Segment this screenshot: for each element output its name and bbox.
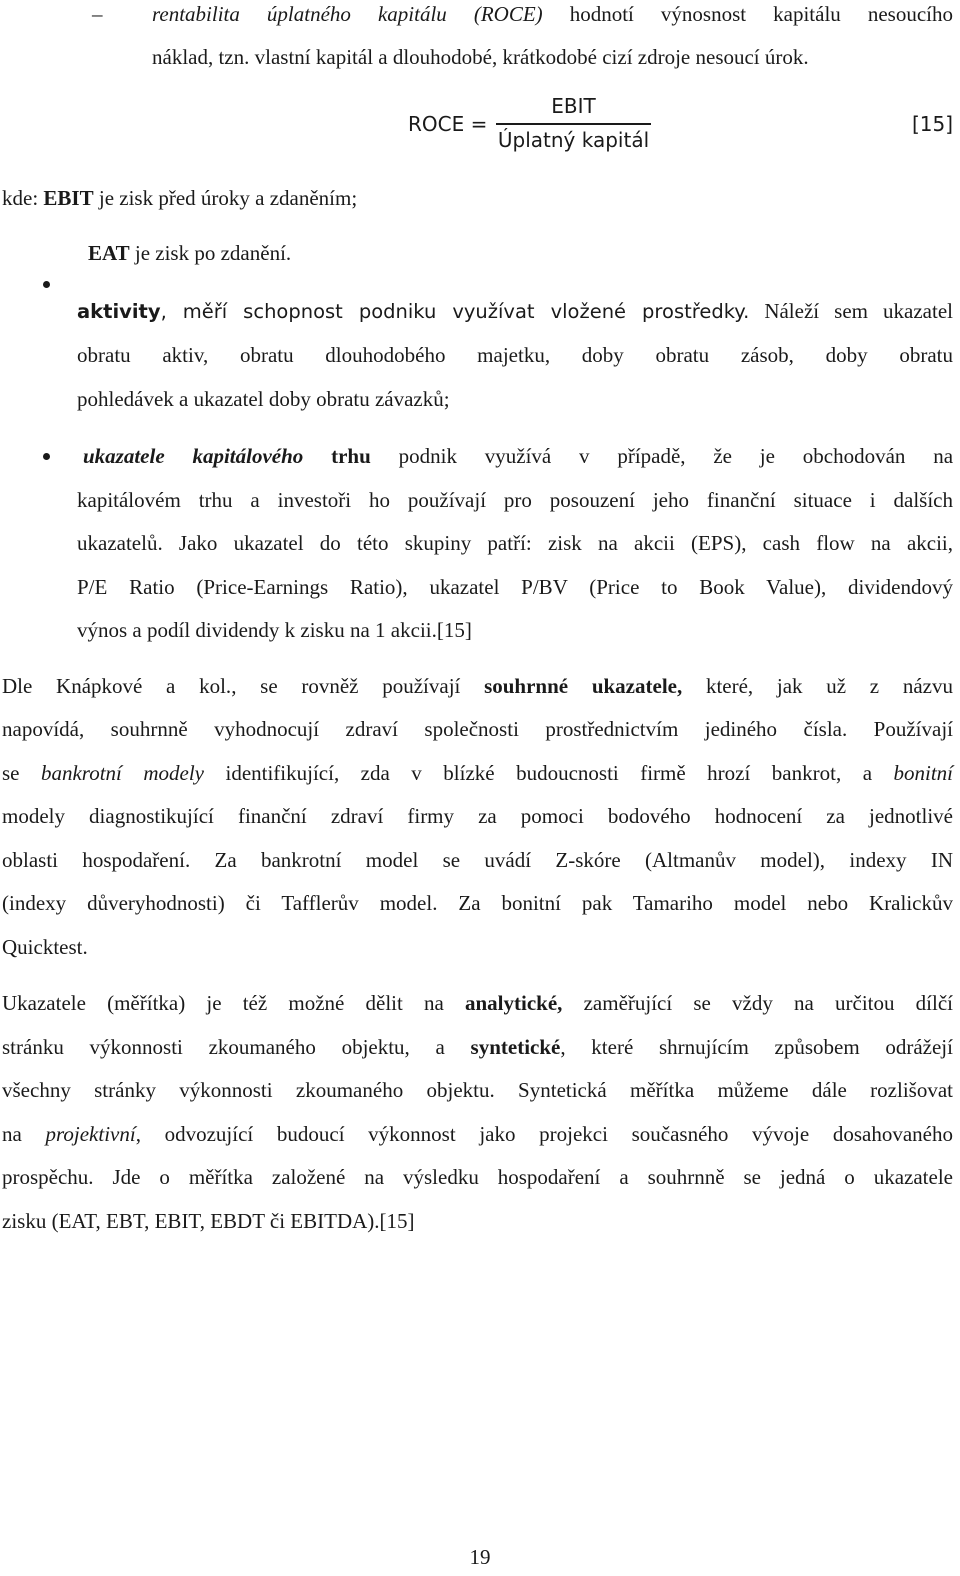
bullet-trhu-line-1 bbox=[83, 443, 953, 469]
definition-ebit bbox=[2, 185, 357, 211]
analyticke-term: analytické, bbox=[465, 991, 563, 1015]
souhrnne-ukazatele-term: souhrnné ukazatele, bbox=[484, 674, 683, 698]
paragraph-1-line-7: Quicktest. bbox=[2, 935, 88, 959]
text-span: , které shrnujícím způsobem odrážejí bbox=[560, 1035, 953, 1059]
dash-item-line-1 bbox=[152, 1, 953, 27]
text-span: které, jak už z názvu bbox=[682, 674, 953, 698]
text-span: Dle Knápkové a kol. bbox=[2, 674, 232, 698]
text-span: se bbox=[2, 761, 41, 785]
ebit-term: EBIT bbox=[43, 186, 94, 210]
definition-eat bbox=[88, 240, 291, 266]
text-span: na bbox=[2, 1122, 46, 1146]
text-span: , měří schopnost podniku využívat vložené prostředky. bbox=[160, 300, 750, 323]
text-span: identifikující, zda v blízké budoucnosti firmě hrozí bankrot, a bbox=[204, 761, 894, 785]
text-span: Náleží sem ukazatel bbox=[749, 299, 953, 323]
bullet-icon bbox=[39, 271, 53, 297]
formula-fraction bbox=[496, 94, 651, 152]
page-number: 19 bbox=[469, 1545, 491, 1569]
paragraph-2-line-4 bbox=[2, 1121, 953, 1147]
bullet-trhu-line-2: kapitálovém trhu a investoři ho používají pro posouzení jeho finanční situace i dalších bbox=[77, 488, 953, 512]
formula-denominator: Úplatný kapitál bbox=[497, 127, 650, 152]
bullet-icon bbox=[39, 443, 53, 469]
paragraph-1-line-2: napovídá, souhrnně vyhodnocují zdraví společnosti prostřednictvím jediného čísla. Používají bbox=[2, 717, 953, 741]
paragraph-1-line-6: (indexy důveryhodnosti) či Tafflerův model. Za bonitní pak Tamariho model nebo Kralickův bbox=[2, 891, 953, 915]
text-span: je zisk po zdanění. bbox=[129, 241, 292, 265]
trhu-term: trhu bbox=[331, 444, 371, 468]
paragraph-2-line-1 bbox=[2, 990, 953, 1016]
formula-lhs: ROCE = bbox=[408, 112, 488, 136]
paragraph-1-line-4: modely diagnostikující finanční zdraví firmy za pomoci bodového hodnocení za jednotlivé bbox=[2, 804, 953, 828]
bullet-trhu-line-4: P/E Ratio (Price-Earnings Ratio), ukazatel P/BV (Price to Book Value), dividendový bbox=[77, 575, 953, 599]
aktivity-term: aktivity bbox=[77, 300, 161, 323]
bonitni-term: bonitní bbox=[893, 761, 954, 785]
eat-term: EAT bbox=[88, 241, 130, 265]
equation-reference: [15] bbox=[911, 112, 953, 136]
paragraph-1-line-5: oblasti hospodaření. Za bankrotní model se uvádí Z-skóre (Altmanův model), indexy IN bbox=[2, 848, 953, 872]
paragraph-1-line-3 bbox=[2, 760, 953, 786]
text-span: hodnotí výnosnost kapitálu nesoucího bbox=[542, 2, 953, 26]
roce-formula bbox=[400, 90, 660, 160]
bullet-dot bbox=[43, 453, 50, 460]
projektivni-term: projektivní bbox=[45, 1122, 136, 1146]
kapitalovy-trh-term: ukazatele kapitálového bbox=[83, 444, 304, 468]
bankrotni-modely-term: bankrotní modely bbox=[40, 761, 204, 785]
text-span: stránku výkonnosti zkoumaného objektu, a bbox=[2, 1035, 471, 1059]
bullet-trhu-line-5: výnos a podíl dividendy k zisku na 1 akcii.[15] bbox=[77, 618, 472, 642]
synteticke-term: syntetické bbox=[470, 1035, 561, 1059]
bullet-trhu-line-3: ukazatelů. Jako ukazatel do této skupiny patří: zisk na akcii (EPS), cash flow na akcii, bbox=[77, 531, 953, 555]
roce-term: rentabilita úplatného kapitálu (ROCE) bbox=[152, 2, 543, 26]
bullet-aktivity-line-3: pohledávek a ukazatel doby obratu závazků; bbox=[77, 387, 450, 411]
bullet-dot bbox=[43, 281, 50, 288]
paragraph-2-line-6: zisku (EAT, EBT, EBIT, EBDT či EBITDA).[15] bbox=[2, 1209, 415, 1233]
paragraph-2-line-2 bbox=[2, 1034, 953, 1060]
text-span: kde: bbox=[2, 186, 44, 210]
bullet-aktivity-line-2: obratu aktiv, obratu dlouhodobého majetku, doby obratu zásob, doby obratu bbox=[77, 343, 953, 367]
paragraph-2-line-3: všechny stránky výkonnosti zkoumaného objektu. Syntetická měřítka můžeme dále rozlišovat bbox=[2, 1078, 953, 1102]
text-span: Ukazatele (měřítka) je též možné dělit na bbox=[2, 991, 465, 1015]
paragraph-2-line-5: prospěchu. Jde o měřítka založené na výsledku hospodaření a souhrnně se jedná o ukazatele bbox=[2, 1165, 953, 1189]
bullet-aktivity-line-1 bbox=[77, 298, 953, 325]
formula-numerator: EBIT bbox=[551, 94, 596, 118]
paragraph-1-line-1 bbox=[2, 673, 953, 699]
dash-item-line-2: náklad, tzn. vlastní kapitál a dlouhodobé, krátkodobé cizí zdroje nesoucí úrok. bbox=[152, 45, 809, 69]
dash-marker: – bbox=[92, 2, 103, 26]
text-span: je zisk před úroky a zdaněním; bbox=[93, 186, 358, 210]
text-span: zaměřující se vždy na určitou dílčí bbox=[562, 991, 953, 1015]
text-span: podnik využívá v případě, že je obchodován na bbox=[398, 444, 954, 468]
text-span: , odvozující budoucí výkonnost jako projekci současného vývoje dosahovaného bbox=[135, 1122, 953, 1146]
text-span: , se rovněž používají bbox=[231, 674, 485, 698]
fraction-bar bbox=[496, 123, 651, 125]
